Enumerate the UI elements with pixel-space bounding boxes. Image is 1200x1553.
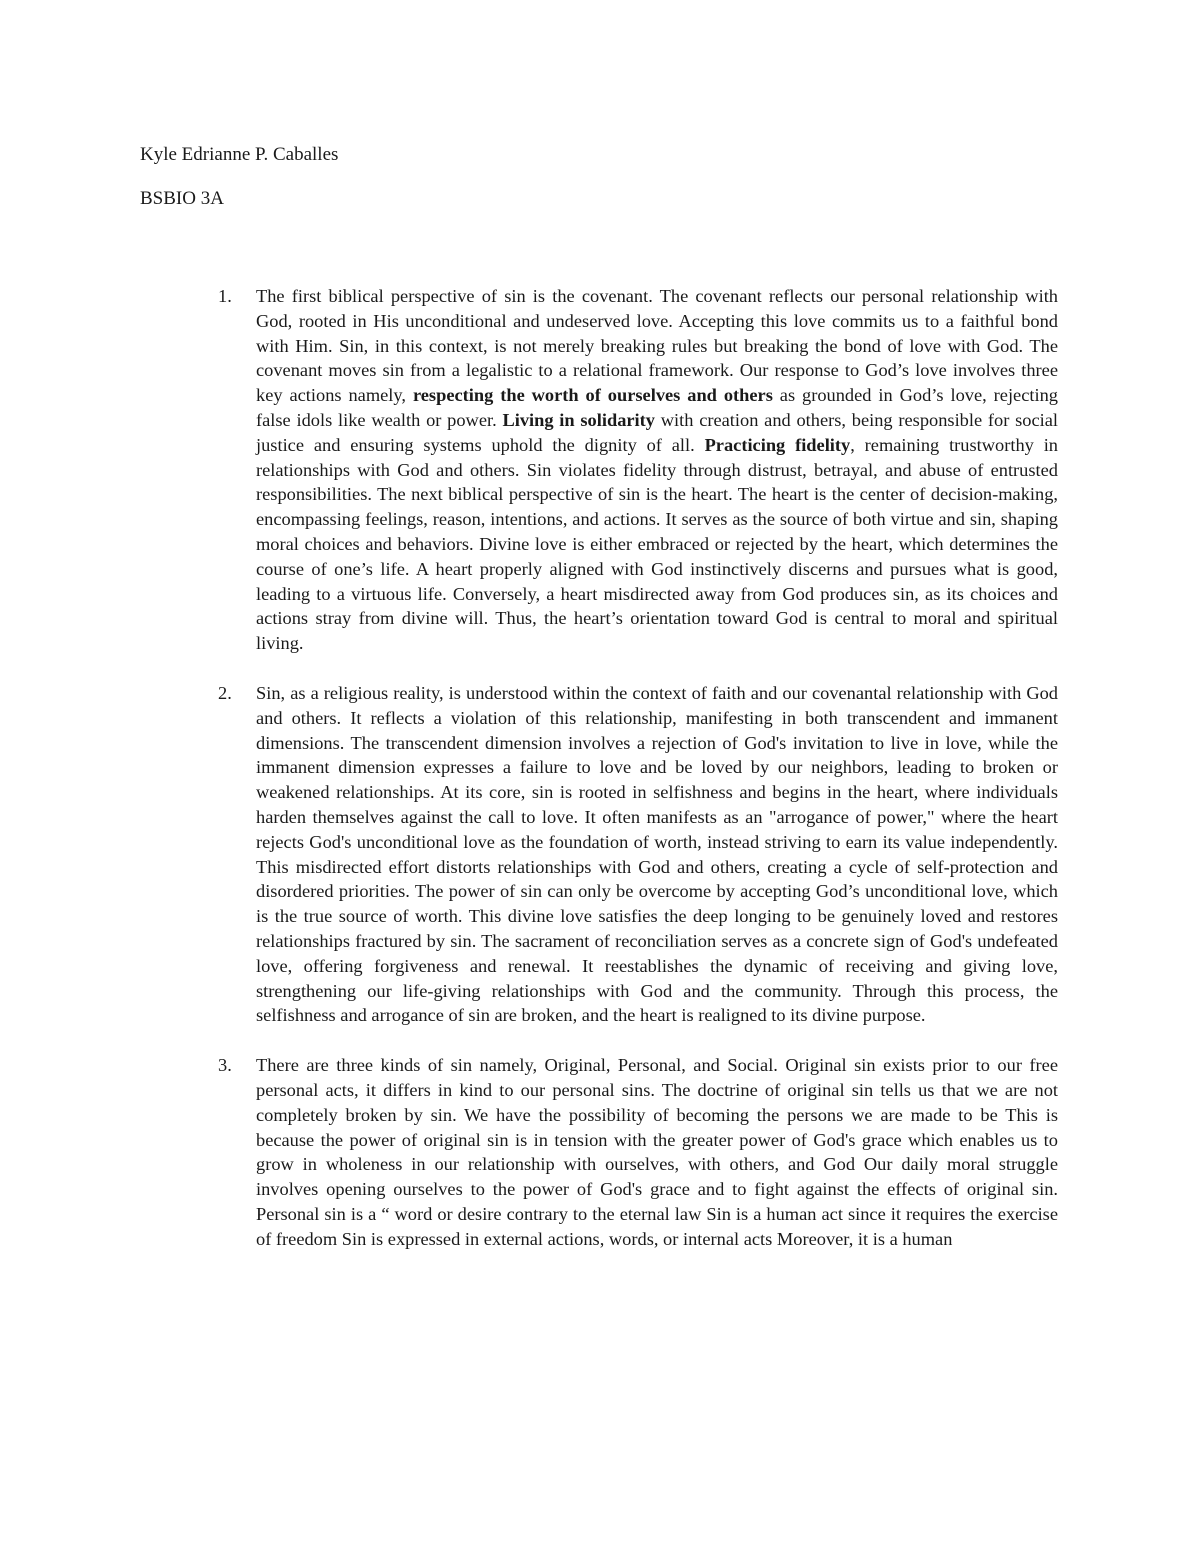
text-segment: There are three kinds of sin namely, Original, Personal, and Social. Original sin exists prior to our free personal acts, it differs in kind to our personal sins. The doctrine of original sin tells us that we are not completely broken by sin. We have the possibility of becoming the persons we are made to be This is because the power of original sin is in tension with the greater power of God's grace which enables us to grow in wholeness in our relationship with ourselves, with others, and God Our daily moral struggle involves opening ourselves to the power of God's grace and to fight against the effects of original sin. Personal sin is a “ word or desire contrary to the eternal law Sin is a human act since it requires the exercise of freedom Sin is expressed in external actions, words, or internal acts Moreover, it is a human [256,1055,1058,1249]
list-item [218,681,1058,1028]
text-segment: , remaining trustworthy in relationships with God and others. Sin violates fidelity through distrust, betrayal, and abuse of entrusted responsibilities. The next biblical perspective of sin is the heart. The heart is the center of decision-making, encompassing feelings, reason, intentions, and actions. It serves as the source of both virtue and sin, shaping moral choices and behaviors. Divine love is either embraced or rejected by the heart, which determines the course of one’s life. A heart properly aligned with God instinctively discerns and pursues what is good, leading to a virtuous life. Conversely, a heart misdirected away from God produces sin, as its choices and actions stray from divine will. Thus, the heart’s orientation toward God is central to moral and spiritual living. [256,434,1058,654]
item-number: 3. [218,1055,232,1076]
text-segment: as grounded in God’s love, rejecting false idols like wealth or power. [256,385,1058,430]
item-text [256,1053,1058,1251]
text-segment: Sin, as a religious reality, is understood within the context of faith and our covenantal relationship with God and others. It reflects a violation of this relationship, manifesting in both transcendent and immanent dimensions. The transcendent dimension involves a rejection of God's invitation to live in love, while the immanent dimension expresses a failure to love and be loved by our neighbors, leading to broken or weakened relationships. At its core, sin is rooted in selfishness and begins in the heart, where individuals harden themselves against the call to love. It often manifests as an "arrogance of power," where the heart rejects God's unconditional love as the foundation of worth, instead striving to earn its value independently. This misdirected effort distorts relationships with God and others, creating a cycle of self-protection and disordered priorities. The power of sin can only be overcome by accepting God’s unconditional love, which is the true source of worth. This divine love satisfies the deep longing to be genuinely loved and restores relationships fractured by sin. The sacrament of reconciliation serves as a concrete sign of God's undefeated love, offering forgiveness and renewal. It reestablishes the dynamic of receiving and giving love, strengthening our life-giving relationships with God and the community. Through this process, the selfishness and arrogance of sin are broken, and the heart is realigned to its divine purpose. [256,682,1058,1026]
item-number: 2. [218,682,232,703]
bold-text-segment: respecting the worth of ourselves and others [412,385,773,406]
item-number: 1. [218,286,232,306]
item-text [256,284,1058,656]
item-text [256,681,1058,1028]
class-section: BSBIO 3A [140,188,224,209]
author-name: Kyle Edrianne P. Caballes [140,144,339,165]
list-item [218,284,1058,656]
answer-list [218,284,1058,1276]
bold-text-segment: Living in solidarity [502,409,655,430]
text-segment: The first biblical perspective of sin is the covenant. The covenant reflects our personal relationship with God, rooted in His unconditional and undeserved love. Accepting this love commits us to a faithful bond with Him. Sin, in this context, is not merely breaking rules but breaking the bond of love with God. The covenant moves sin from a legalistic to a relational framework. Our response to God’s love involves three key actions namely, [256,286,1058,406]
list-item [218,1053,1058,1251]
text-segment: with creation and others, being responsible for social justice and ensuring systems uphold the dignity of all. [256,409,1058,455]
bold-text-segment: Practicing fidelity [704,434,851,455]
